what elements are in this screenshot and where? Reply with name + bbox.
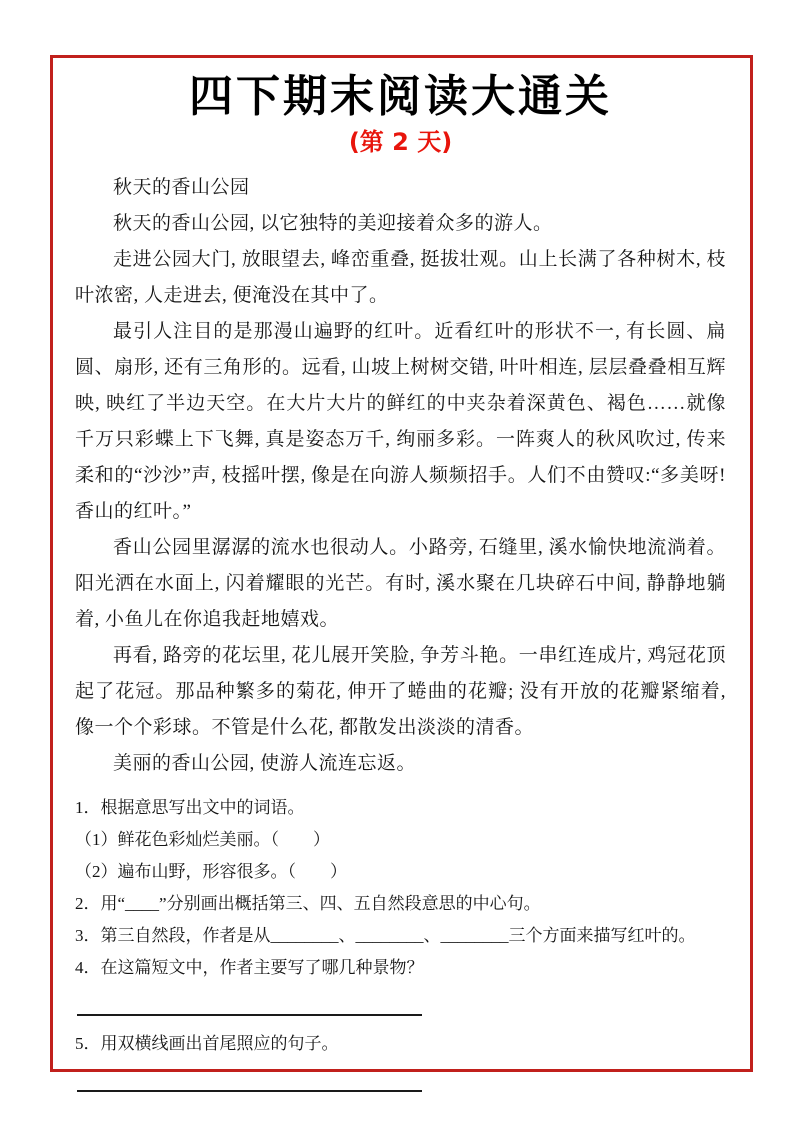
essay-paragraph: 再看, 路旁的花坛里, 花儿展开笑脸, 争芳斗艳。一串红连成片, 鸡冠花顶起了花冠。那品种繁多的菊花, 伸开了蜷曲的花瓣; 没有开放的花瓣紧缩着, 像一个个彩球。不管是什么花, 都散发出淡淡的清香。 [75, 645, 726, 738]
question-4: 4．在这篇短文中，作者主要写了哪几种景物？ [75, 958, 424, 977]
questions-section [75, 792, 726, 1092]
question-1-item-2: （2）遍布山野，形容很多。（ ） [75, 862, 347, 881]
question-2: 2．用“____”分别画出概括第三、四、五自然段意思的中心句。 [75, 894, 541, 913]
essay-paragraph: 最引人注目的是那漫山遍野的红叶。近看红叶的形状不一, 有长圆、扁圆、扇形, 还有三角形的。远看, 山坡上树树交错, 叶叶相连, 层层叠叠相互辉映, 映红了半边天空。在大片大片的鲜红的中夹杂着深黄色、褐色……就像千万只彩蝶上下飞舞, 真是姿态万千, 绚丽多彩。一阵爽人的秋风吹过, 传来柔和的“沙沙”声, 枝摇叶摆, 像是在向游人频频招手。人们不由赞叹:“多美呀!香山的红叶。” [75, 321, 726, 522]
question-1-item-1: （1）鲜花色彩灿烂美丽。（ ） [75, 830, 330, 849]
page-border [50, 55, 753, 1072]
question-5: 5．用双横线画出首尾照应的句子。 [75, 1034, 339, 1053]
page-subtitle: (第 2 天) [348, 128, 453, 156]
page-title: 四下期末阅读大通关 [189, 71, 612, 122]
essay-paragraph: 秋天的香山公园, 以它独特的美迎接着众多的游人。 [113, 213, 553, 234]
question-3: 3．第三自然段，作者是从________、________、________三个方面来描写红叶的。 [75, 926, 696, 945]
essay-title: 秋天的香山公园 [113, 177, 250, 198]
answer-line-q4 [77, 1014, 422, 1016]
essay-paragraph: 美丽的香山公园, 使游人流连忘返。 [113, 753, 417, 774]
essay-paragraph: 走进公园大门, 放眼望去, 峰峦重叠, 挺拔壮观。山上长满了各种树木, 枝叶浓密, 人走进去, 便淹没在其中了。 [75, 249, 726, 306]
answer-line-q5 [77, 1090, 422, 1092]
question-1: 1．根据意思写出文中的词语。 [75, 798, 305, 817]
essay [75, 170, 726, 782]
essay-paragraph: 香山公园里潺潺的流水也很动人。小路旁, 石缝里, 溪水愉快地流淌着。阳光洒在水面上, 闪着耀眼的光芒。有时, 溪水聚在几块碎石中间, 静静地躺着, 小鱼儿在你追我赶地嬉戏。 [75, 537, 726, 630]
